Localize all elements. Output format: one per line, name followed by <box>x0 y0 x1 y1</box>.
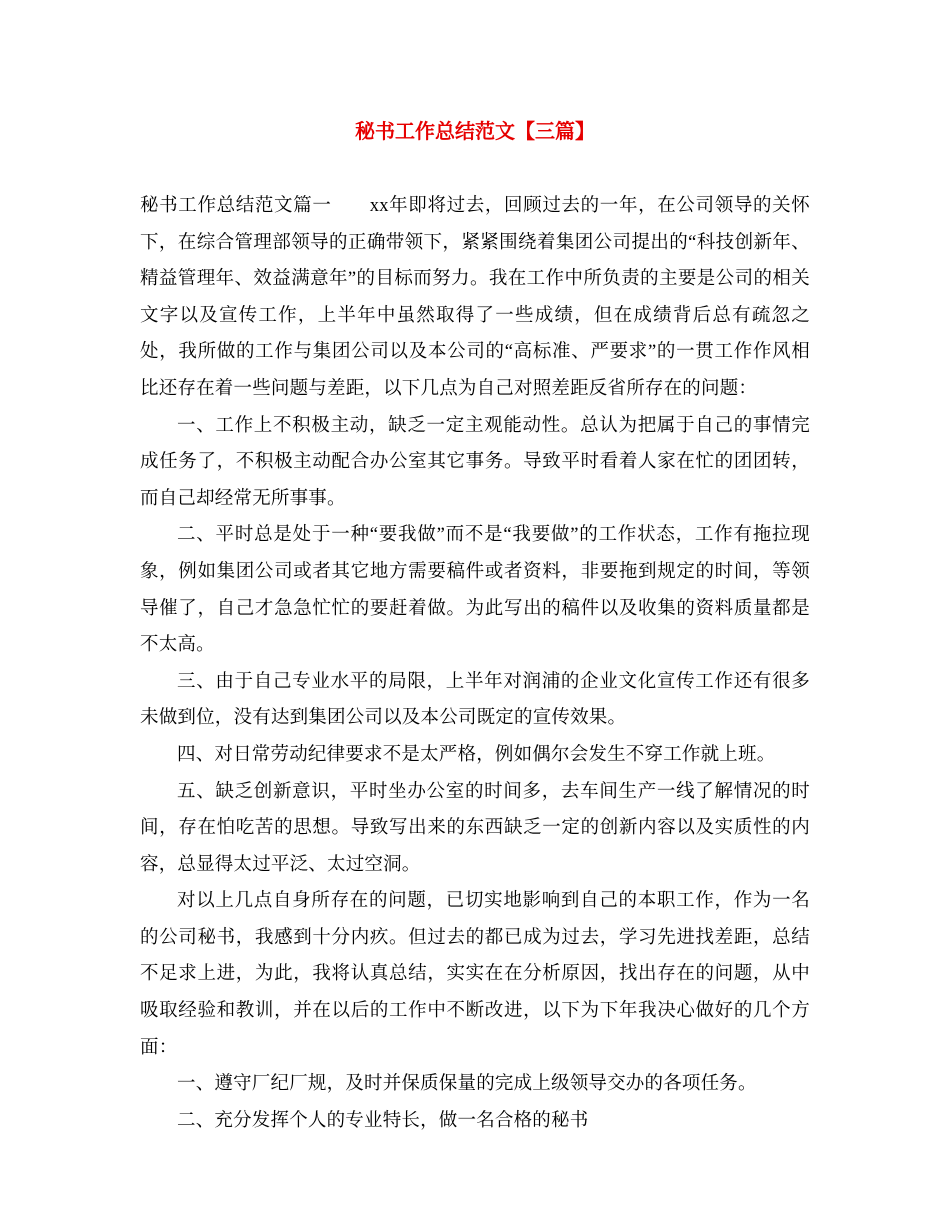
document-body <box>140 188 810 1139</box>
paragraph-3: 二、平时总是处于一种“要我做”而不是“我要做”的工作状态，工作有拖拉现象，例如集团公司或者其它地方需要稿件或者资料，非要拖到规定的时间，等领导催了，自己才急急忙忙的要赶着做。为此写出的稿件以及收集的资料质量都是不太高。 <box>140 525 810 656</box>
page-title: 秘书工作总结范文【三篇】 <box>355 121 595 143</box>
paragraph-9: 二、充分发挥个人的专业特长，做一名合格的秘书 <box>177 1110 589 1131</box>
paragraph-4: 三、由于自己专业水平的局限，上半年对润浦的企业文化宣传工作还有很多未做到位，没有达到集团公司以及本公司既定的宣传效果。 <box>140 671 810 729</box>
paragraph-1: 秘书工作总结范文篇一 xx年即将过去，回顾过去的一年，在公司领导的关怀下，在综合管理部领导的正确带领下，紧紧围绕着集团公司提出的“科技创新年、精益管理年、效益满意年”的目标而努力。我在工作中所负责的主要是公司的相关文字以及宣传工作，上半年中虽然取得了一些成绩，但在成绩背后总有疏忽之处，我所做的工作与集团公司以及本公司的“高标准、严要求”的一贯工作作风相比还存在着一些问题与差距，以下几点为自己对照差距反省所存在的问题： <box>140 196 810 399</box>
paragraph-8: 一、遵守厂纪厂规，及时并保质保量的完成上级领导交办的各项任务。 <box>177 1074 757 1095</box>
paragraph-6: 五、缺乏创新意识，平时坐办公室的时间多，去车间生产一线了解情况的时间，存在怕吃苦的思想。导致写出来的东西缺乏一定的创新内容以及实质性的内容，总显得太过平泛、太过空洞。 <box>140 781 810 875</box>
paragraph-7: 对以上几点自身所存在的问题，已切实地影响到自己的本职工作，作为一名的公司秘书，我感到十分内疚。但过去的都已成为过去，学习先进找差距，总结不足求上进，为此，我将认真总结，实实在在分析原因，找出存在的问题，从中吸取经验和教训，并在以后的工作中不断改进，以下为下年我决心做好的几个方面： <box>140 891 810 1058</box>
paragraph-2: 一、工作上不积极主动，缺乏一定主观能动性。总认为把属于自己的事情完成任务了，不积极主动配合办公室其它事务。导致平时看着人家在忙的团团转，而自己却经常无所事事。 <box>140 415 810 509</box>
paragraph-5: 四、对日常劳动纪律要求不是太严格，例如偶尔会发生不穿工作就上班。 <box>177 744 776 765</box>
